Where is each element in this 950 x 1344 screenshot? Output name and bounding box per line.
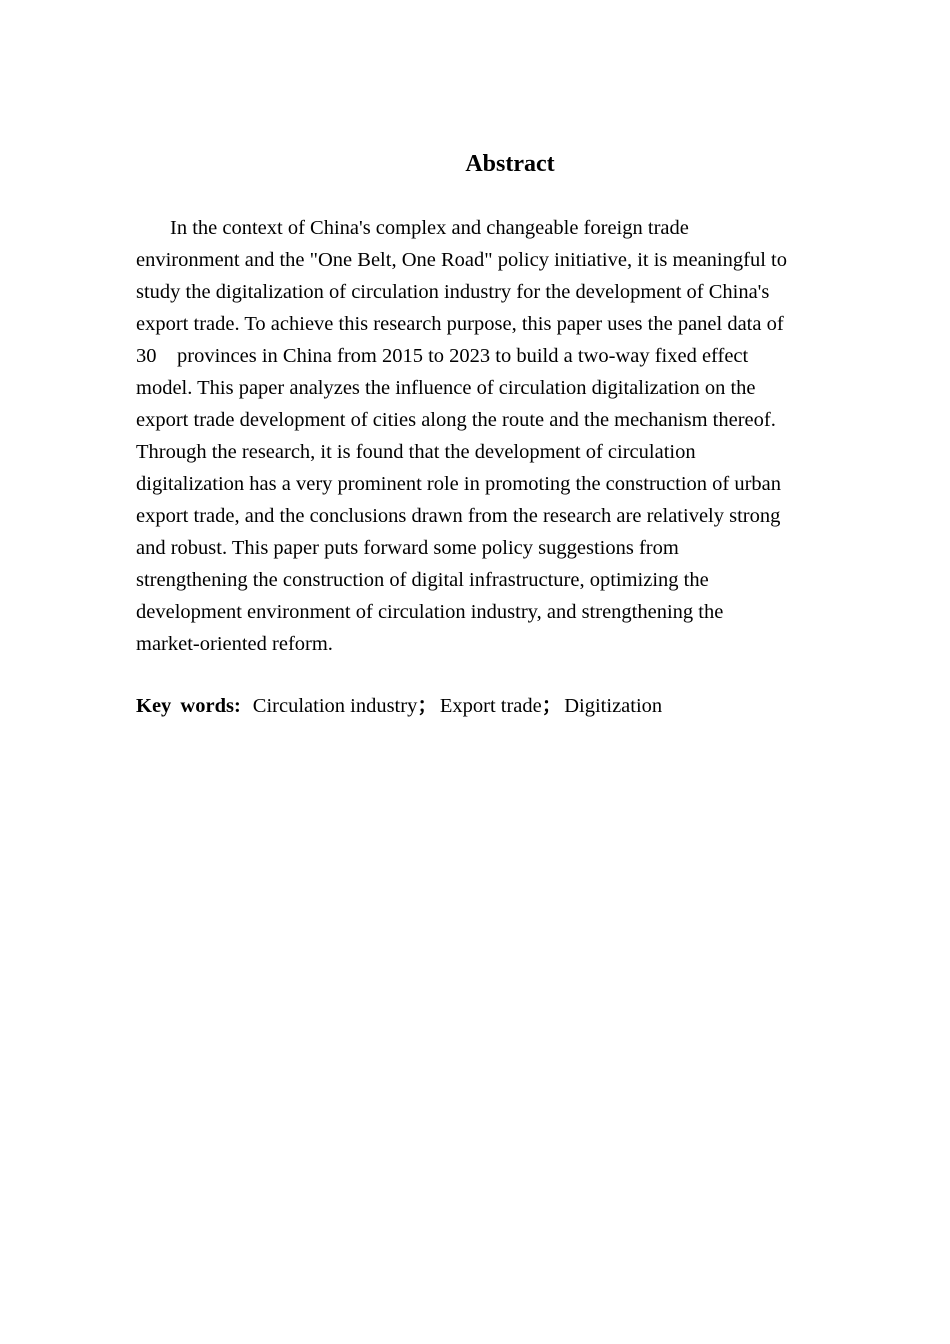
abstract-line: export trade, and the conclusions drawn from the research are relatively strong <box>136 505 781 527</box>
keywords-label: Key words: <box>136 695 241 717</box>
abstract-line: study the digitalization of circulation industry for the development of China's <box>136 281 770 303</box>
abstract-line: Through the research, it is found that the development of circulation <box>136 441 696 463</box>
abstract-line: model. This paper analyzes the influence of circulation digitalization on the <box>136 377 756 399</box>
abstract-line: digitalization has a very prominent role in promoting the construction of urban <box>136 473 782 495</box>
abstract-line: 30 provinces in China from 2015 to 2023 to build a two-way fixed effect <box>136 345 749 367</box>
abstract-line: strengthening the construction of digital infrastructure, optimizing the <box>136 569 709 591</box>
abstract-line: development environment of circulation industry, and strengthening the <box>136 601 724 623</box>
keyword-item: Circulation industry <box>252 695 418 717</box>
keyword-separator: ； <box>417 695 438 717</box>
keyword-separator: ； <box>541 695 563 717</box>
abstract-line: export trade. To achieve this research purpose, this paper uses the panel data of <box>136 313 784 335</box>
abstract-line: export trade development of cities along the route and the mechanism thereof. <box>136 409 776 431</box>
keywords-line <box>136 690 848 722</box>
abstract-body <box>136 212 848 660</box>
keyword-item: Export trade <box>439 695 542 717</box>
abstract-line: market-oriented reform. <box>136 633 333 655</box>
abstract-line: environment and the "One Belt, One Road" policy initiative, it is meaningful to <box>136 249 787 271</box>
abstract-line: In the context of China's complex and changeable foreign trade <box>170 217 689 239</box>
abstract-line: and robust. This paper puts forward some policy suggestions from <box>136 537 679 559</box>
keyword-item: Digitization <box>564 695 663 717</box>
abstract-title: Abstract <box>465 151 555 177</box>
